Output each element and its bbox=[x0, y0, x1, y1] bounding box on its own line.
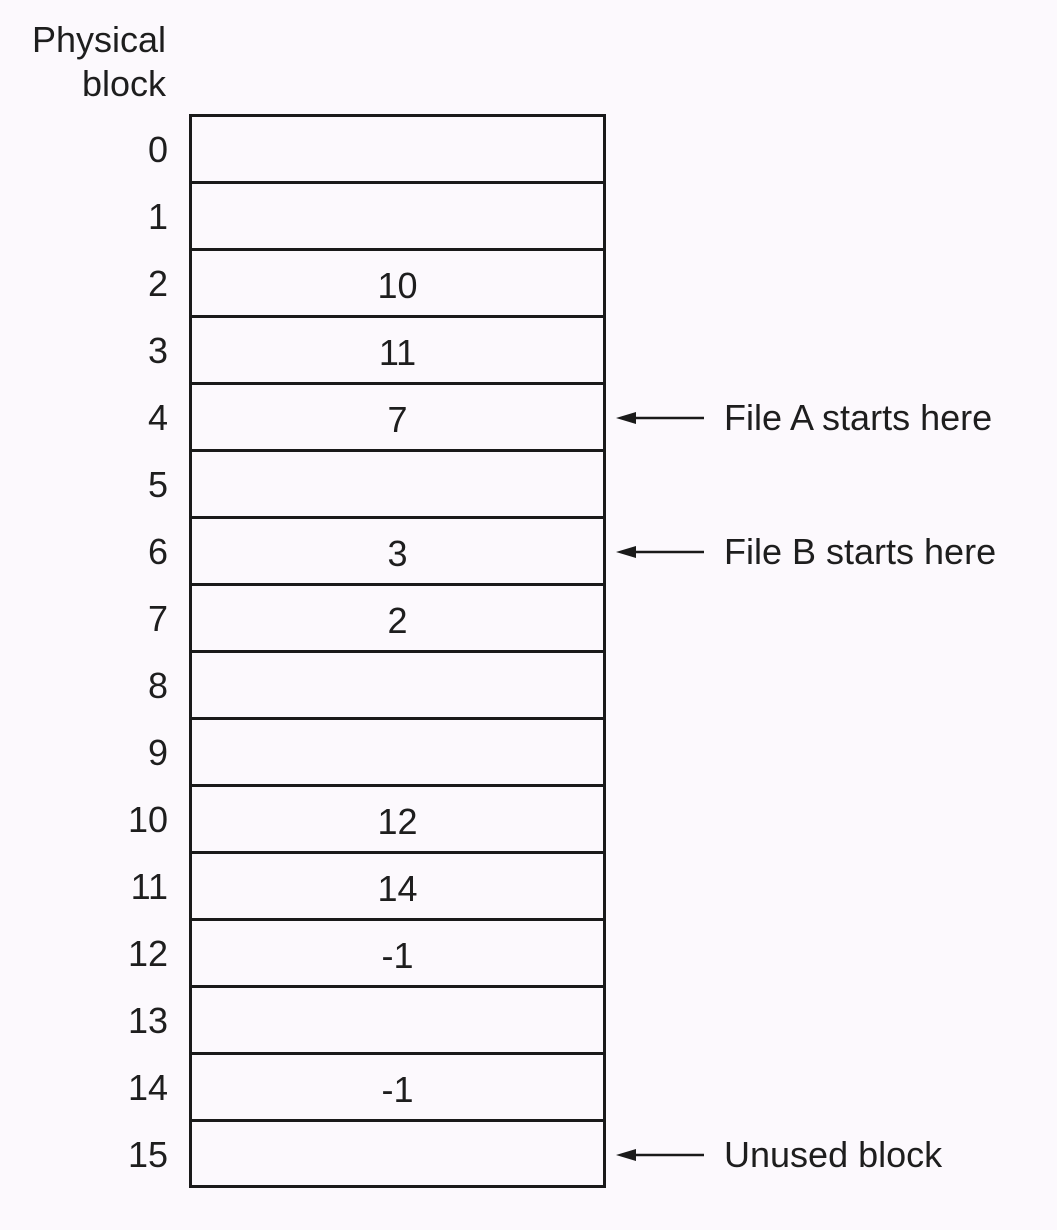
fat-entry-value: 7 bbox=[387, 399, 408, 440]
block-number: 3 bbox=[147, 330, 168, 371]
fat-entry-row bbox=[192, 315, 603, 385]
block-number: 15 bbox=[127, 1134, 168, 1175]
block-number: 7 bbox=[147, 598, 168, 639]
fat-entry-row bbox=[192, 382, 603, 452]
fat-entry-row bbox=[192, 650, 603, 720]
header-line-2: block bbox=[81, 63, 166, 104]
fat-entry-value: 14 bbox=[377, 868, 418, 909]
block-number: 4 bbox=[147, 397, 168, 438]
block-number: 1 bbox=[147, 196, 168, 237]
fat-entry-row bbox=[192, 717, 603, 787]
fat-entry-value bbox=[192, 656, 603, 720]
block-number: 6 bbox=[147, 531, 168, 572]
annotation-label: File B starts here bbox=[724, 530, 997, 572]
left-arrow-icon bbox=[616, 1145, 712, 1165]
fat-entry-row bbox=[192, 583, 603, 653]
annotation bbox=[616, 518, 996, 585]
annotation bbox=[616, 384, 992, 451]
fat-entry-value: 12 bbox=[377, 801, 418, 842]
fat-entry-row bbox=[192, 918, 603, 988]
block-number: 5 bbox=[147, 464, 168, 505]
block-number: 14 bbox=[127, 1067, 168, 1108]
fat-entry-value bbox=[192, 455, 603, 519]
annotation-label: Unused block bbox=[724, 1133, 943, 1175]
fat-entry-value bbox=[192, 187, 603, 251]
fat-entry-value: 11 bbox=[378, 332, 417, 373]
block-number: 11 bbox=[130, 866, 168, 907]
block-number: 13 bbox=[127, 1000, 168, 1041]
fat-entry-row bbox=[192, 117, 603, 184]
fat-table bbox=[189, 114, 606, 1188]
block-number: 2 bbox=[147, 263, 168, 304]
fat-entry-row bbox=[192, 449, 603, 519]
fat-entry-row bbox=[192, 985, 603, 1055]
fat-entry-value bbox=[192, 723, 603, 787]
left-arrow-icon bbox=[616, 408, 712, 428]
left-arrow-icon bbox=[616, 542, 712, 562]
fat-entry-value: 10 bbox=[377, 265, 418, 306]
fat-entry-row bbox=[192, 1052, 603, 1122]
fat-entry-value bbox=[192, 1125, 603, 1189]
annotation-label: File A starts here bbox=[724, 396, 993, 438]
fat-entry-value: 2 bbox=[387, 600, 408, 641]
fat-entry-row bbox=[192, 851, 603, 921]
fat-entry-value: -1 bbox=[381, 1069, 414, 1110]
block-number: 10 bbox=[127, 799, 168, 840]
column-header bbox=[0, 18, 166, 106]
fat-entry-row bbox=[192, 1119, 603, 1189]
header-line-1: Physical bbox=[31, 19, 166, 60]
fat-entry-row bbox=[192, 784, 603, 854]
fat-entry-row bbox=[192, 248, 603, 318]
fat-entry-value: -1 bbox=[381, 935, 414, 976]
block-number: 0 bbox=[147, 129, 168, 170]
block-number: 12 bbox=[127, 933, 168, 974]
fat-entry-value bbox=[192, 117, 603, 184]
fat-entry-row bbox=[192, 516, 603, 586]
fat-entry-value: 3 bbox=[387, 533, 408, 574]
annotation bbox=[616, 1121, 942, 1188]
fat-entry-value bbox=[192, 991, 603, 1055]
fat-entry-row bbox=[192, 181, 603, 251]
block-number: 8 bbox=[147, 665, 168, 706]
block-number: 9 bbox=[147, 732, 168, 773]
